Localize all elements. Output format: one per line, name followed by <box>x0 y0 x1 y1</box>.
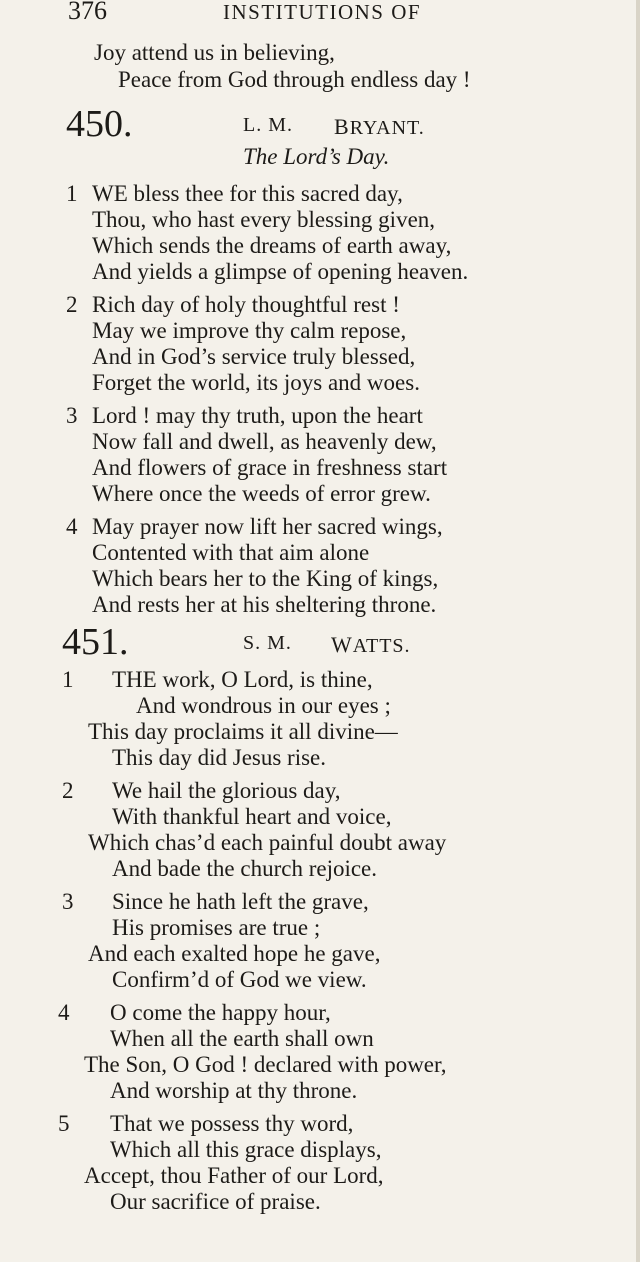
verse-line: May we improve thy calm repose, <box>92 318 407 343</box>
stanza-number: 3 <box>66 403 78 428</box>
stanza-number: 1 <box>62 667 74 692</box>
verse-line: And flowers of grace in freshness start <box>92 455 448 480</box>
stanza-number: 2 <box>62 778 74 803</box>
verse-line: May prayer now lift her sacred wings, <box>92 514 443 539</box>
stanza-number: 2 <box>66 292 78 317</box>
verse-line: When all the earth shall own <box>110 1026 374 1051</box>
verse-line: Which chas’d each painful doubt away <box>88 830 447 855</box>
stanza-number: 3 <box>62 889 74 914</box>
hymn-number: 450. <box>66 103 133 145</box>
page-edge <box>636 0 640 1262</box>
verse-line: His promises are true ; <box>112 915 321 940</box>
hymn-meter: S. M. <box>243 632 292 654</box>
verse-line: Which bears her to the King of kings, <box>92 566 439 591</box>
verse-line: That we possess thy word, <box>110 1111 354 1136</box>
hymn-title: The Lord’s Day. <box>243 144 390 169</box>
verse-line: Since he hath left the grave, <box>112 889 369 914</box>
hymn-author <box>331 632 411 658</box>
carryover-line: Joy attend us in believing, <box>94 40 335 65</box>
verse-line: This day did Jesus rise. <box>112 745 327 770</box>
verse-line: And yields a glimpse of opening heaven. <box>92 259 469 284</box>
verse-line: Contented with that aim alone <box>92 540 370 565</box>
stanza-number: 5 <box>58 1111 70 1136</box>
running-head: INSTITUTIONS OF <box>223 0 422 24</box>
verse-line: THE work, O Lord, is thine, <box>112 667 373 692</box>
stanza-number: 1 <box>66 181 78 206</box>
verse-line: Our sacrifice of praise. <box>110 1189 321 1214</box>
verse-line: With thankful heart and voice, <box>112 804 392 829</box>
verse-line: This day proclaims it all divine— <box>88 719 398 744</box>
verse-line: WE bless thee for this sacred day, <box>92 181 403 206</box>
hymn-author <box>334 114 425 140</box>
verse-line: The Son, O God ! declared with power, <box>84 1052 447 1077</box>
author-rest: RYANT. <box>349 117 425 139</box>
hymn-number: 451. <box>62 621 129 663</box>
verse-line: Thou, who hast every blessing given, <box>92 207 436 232</box>
verse-line: And bade the church rejoice. <box>112 856 378 881</box>
verse-line: And each exalted hope he gave, <box>88 941 381 966</box>
author-rest: ATTS. <box>352 635 411 657</box>
verse-line: Which sends the dreams of earth away, <box>92 233 452 258</box>
verse-line: And rests her at his sheltering throne. <box>92 592 437 617</box>
hymn-meter: L. M. <box>243 114 293 136</box>
verse-line: We hail the glorious day, <box>112 778 341 803</box>
verse-line: Now fall and dwell, as heavenly dew, <box>92 429 437 454</box>
carryover-line: Peace from God through endless day ! <box>118 67 471 92</box>
verse-line: Forget the world, its joys and woes. <box>92 370 420 395</box>
verse-line: O come the happy hour, <box>110 1000 331 1025</box>
verse-line: And worship at thy throne. <box>110 1078 358 1103</box>
author-initial: B <box>334 114 350 139</box>
verse-line: Rich day of holy thoughtful rest ! <box>92 292 400 317</box>
author-initial: W <box>331 632 353 657</box>
verse-line: And in God’s service truly blessed, <box>92 344 416 369</box>
verse-line: Confirm’d of God we view. <box>112 967 367 992</box>
stanza-number: 4 <box>58 1000 70 1025</box>
verse-line: Which all this grace displays, <box>110 1137 382 1162</box>
page-header <box>68 0 628 26</box>
stanza-number: 4 <box>66 514 78 539</box>
verse-line: And wondrous in our eyes ; <box>136 693 391 718</box>
verse-line: Where once the weeds of error grew. <box>92 481 431 506</box>
verse-line: Lord ! may thy truth, upon the heart <box>92 403 423 428</box>
page-number: 376 <box>68 0 107 25</box>
verse-line: Accept, thou Father of our Lord, <box>84 1163 384 1188</box>
